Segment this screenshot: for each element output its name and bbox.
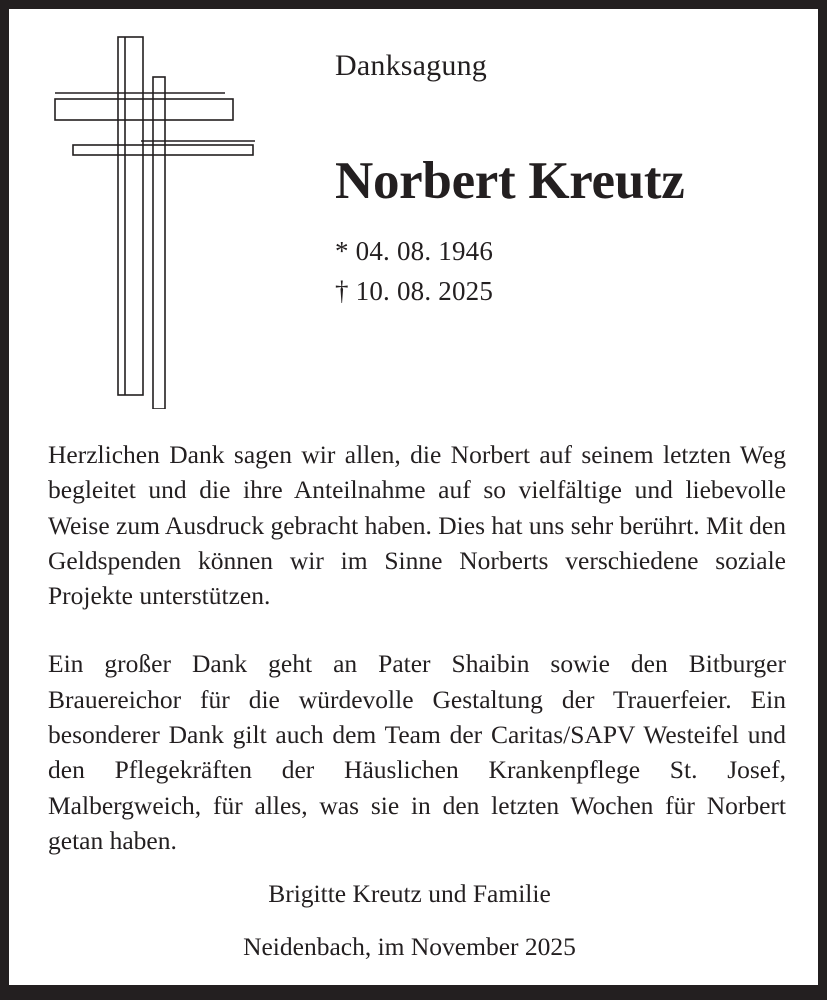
cross-svg bbox=[45, 19, 265, 409]
body-paragraph-1: Herzlichen Dank sagen wir allen, die Norbert auf seinem letzten Weg begleitet und die ihre Anteilnahme auf so vielfältige und liebevolle Weise zum Ausdruck gebracht haben. Dies hat uns sehr berührt. Mit den Geldspenden können wir im Sinne Norberts verschiedene soziale Projekte unterstützen. bbox=[48, 440, 786, 611]
closing-region bbox=[48, 881, 771, 959]
deceased-name: Norbert Kreutz bbox=[335, 152, 685, 210]
birth-date-line: * 04. 08. 1946 bbox=[335, 235, 494, 266]
christian-cross-icon bbox=[45, 19, 265, 409]
heading-column bbox=[335, 9, 808, 312]
life-dates bbox=[335, 232, 808, 312]
header-region bbox=[9, 9, 818, 417]
death-date-line: † 10. 08. 2025 bbox=[335, 275, 494, 306]
body-text-region bbox=[48, 437, 786, 858]
kicker-danksagung: Danksagung bbox=[335, 49, 487, 82]
signature-line: Brigitte Kreutz und Familie bbox=[268, 879, 551, 908]
place-date-line: Neidenbach, im November 2025 bbox=[243, 931, 576, 961]
body-paragraph-2: Ein großer Dank geht an Pater Shaibin sowie den Bitburger Brauereichor für die würdevolle Gestaltung der Trauerfeier. Ein besonderer Dank gilt auch dem Team der Caritas/SAPV Westeifel und den Pflegekräften der Häuslichen Krankenpflege St. Josef, Malbergweich, für alles, was sie in den letzten Wochen für Norbert getan haben. bbox=[48, 649, 786, 855]
obituary-card-inner bbox=[9, 9, 818, 985]
